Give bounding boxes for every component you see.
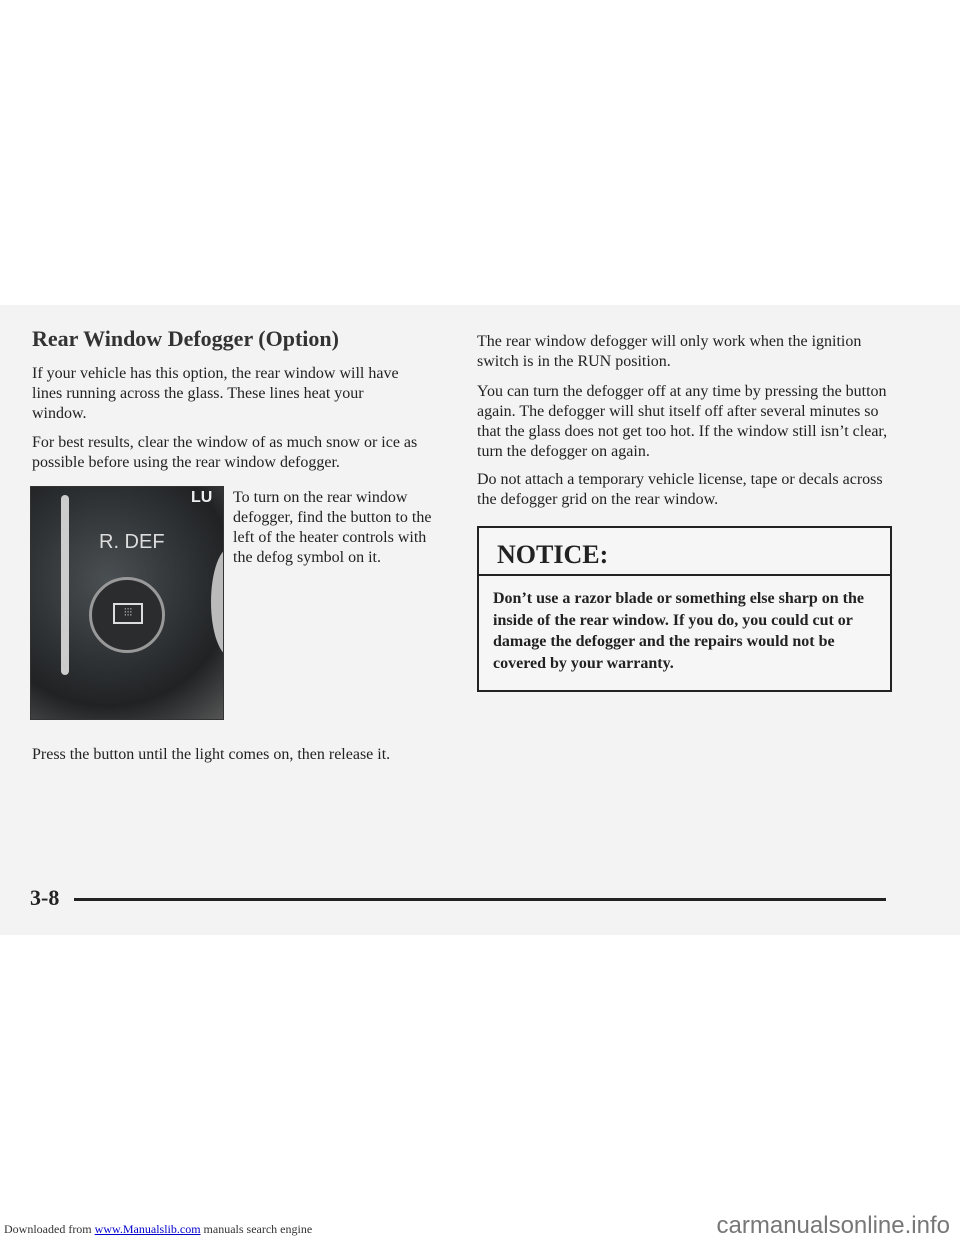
- best-results-paragraph: For best results, clear the window of as much snow or ice as possible before using the rear window defogger.: [32, 434, 418, 471]
- ignition-paragraph: The rear window defogger will only work when the ignition switch is in the RUN position.: [477, 333, 862, 370]
- notice-title: NOTICE:: [479, 528, 890, 576]
- rear-defog-symbol-icon: ⫶⫶⫶: [113, 603, 143, 624]
- footer-prefix: Downloaded from: [4, 1222, 92, 1236]
- do-not-attach-paragraph: Do not attach a temporary vehicle license, tape or decals across the defogger grid on the rear window.: [477, 471, 883, 508]
- adjacent-knob: [211, 547, 224, 657]
- manualslib-link[interactable]: www.Manualslib.com: [94, 1222, 201, 1236]
- photo-label-rdef: R. DEF: [99, 531, 165, 553]
- photo-label-lu: LU: [191, 489, 213, 506]
- turn-off-paragraph: You can turn the defogger off at any time by pressing the button again. The defogger will shut itself off after several minutes so that the glass does not get too hot. If the window still isn’t clear, turn the defogger on again.: [477, 383, 888, 460]
- footer-rule: [74, 898, 886, 901]
- page-number: 3-8: [30, 885, 60, 910]
- defogger-button-photo: [30, 486, 224, 720]
- defog-button: [89, 577, 165, 653]
- turn-on-paragraph: To turn on the rear window defogger, find the button to the left of the heater controls with the defog symbol on it.: [233, 489, 432, 566]
- intro-paragraph: If your vehicle has this option, the rear window will have lines running across the glass. These lines heat your window.: [32, 365, 399, 422]
- footer-suffix: manuals search engine: [203, 1222, 313, 1236]
- download-footer: [4, 1222, 312, 1237]
- press-button-paragraph: Press the button until the light comes on, then release it.: [32, 746, 391, 763]
- page-title: Rear Window Defogger (Option): [32, 326, 339, 351]
- brand-watermark: carmanualsonline.info: [716, 1212, 950, 1239]
- notice-body: Don’t use a razor blade or something else sharp on the inside of the rear window. If you do, you could cut or damage the defogger and the repairs would not be covered by your warranty.: [493, 590, 864, 672]
- notice-box: [477, 526, 892, 692]
- trim-strip: [61, 495, 69, 675]
